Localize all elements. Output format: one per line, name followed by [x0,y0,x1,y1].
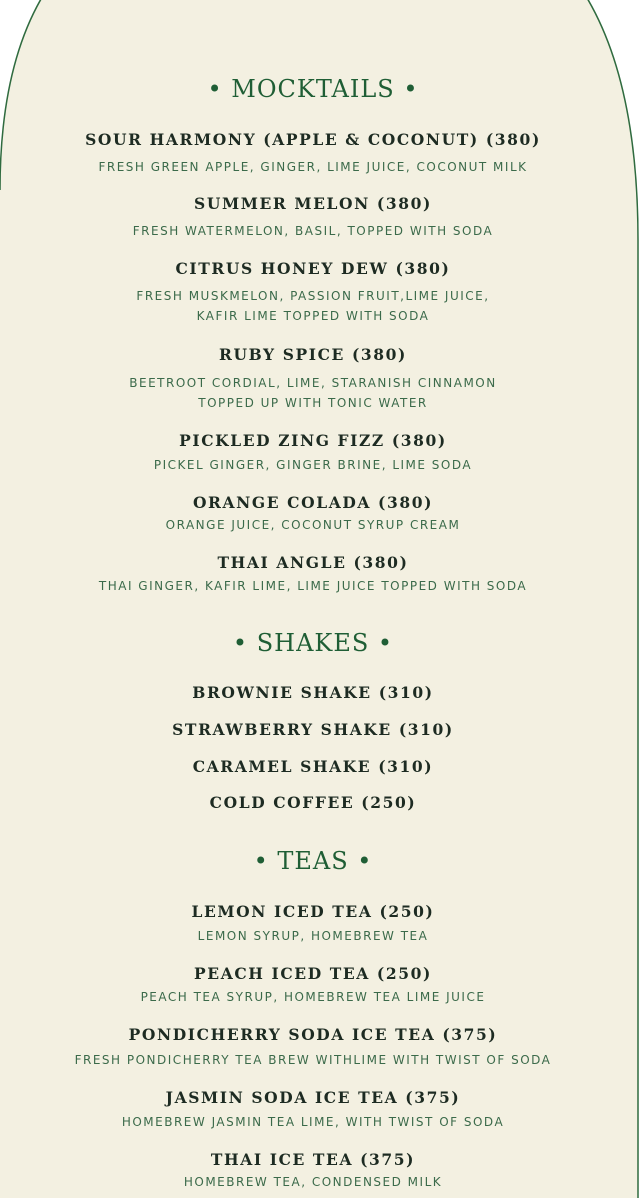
menu-item-description: LEMON SYRUP, HOMEBREW TEA [197,929,429,943]
menu-item-name: BROWNIE SHAKE (310) [192,683,434,702]
menu-item-name: THAI ANGLE (380) [217,553,409,572]
menu-item-name: PICKLED ZING FIZZ (380) [179,431,447,450]
menu-item-name: SOUR HARMONY (APPLE & COCONUT) (380) [85,130,541,149]
menu-item-name: RUBY SPICE (380) [219,345,407,364]
menu-item-description: BEETROOT CORDIAL, LIME, STARANISH CINNAMON [129,376,497,390]
menu-item-name: CITRUS HONEY DEW (380) [175,259,451,278]
menu-item-description: PICKEL GINGER, GINGER BRINE, LIME SODA [153,458,473,472]
menu-item-description: HOMEBREW JASMIN TEA LIME, WITH TWIST OF SODA [121,1115,505,1129]
menu-item-description: KAFIR LIME TOPPED WITH SODA [196,309,430,323]
menu-item-name: PEACH ICED TEA (250) [194,964,432,983]
menu-item-name: ORANGE COLADA (380) [192,493,434,512]
shakes-heading: • SHAKES • [232,629,394,657]
menu-item-name: JASMIN SODA ICE TEA (375) [165,1088,461,1107]
menu-item-description: FRESH PONDICHERRY TEA BREW WITHLIME WITH TWIST OF SODA [74,1053,552,1067]
menu-item-description: THAI GINGER, KAFIR LIME, LIME JUICE TOPPED WITH SODA [98,579,528,593]
menu-item-name: COLD COFFEE (250) [209,793,417,812]
menu-item-description: FRESH MUSKMELON, PASSION FRUIT,LIME JUICE, [136,289,490,303]
menu-item-description: ORANGE JUICE, COCONUT SYRUP CREAM [165,518,461,532]
menu-item-name: LEMON ICED TEA (250) [191,902,435,921]
menu-item-description: HOMEBREW TEA, CONDENSED MILK [183,1175,443,1189]
menu-item-description: FRESH WATERMELON, BASIL, TOPPED WITH SODA [132,224,494,238]
menu-item-description: PEACH TEA SYRUP, HOMEBREW TEA LIME JUICE [140,990,486,1004]
menu-item-name: CARAMEL SHAKE (310) [192,757,434,776]
menu-item-name: SUMMER MELON (380) [194,194,432,213]
menu-item-description: FRESH GREEN APPLE, GINGER, LIME JUICE, COCONUT MILK [98,160,528,174]
menu-item-name: THAI ICE TEA (375) [210,1150,416,1169]
teas-heading: • TEAS • [253,847,373,875]
menu-item-description: TOPPED UP WITH TONIC WATER [198,396,428,410]
mocktails-heading: • MOCKTAILS • [207,75,419,103]
menu-item-name: PONDICHERRY SODA ICE TEA (375) [128,1025,498,1044]
menu-item-name: STRAWBERRY SHAKE (310) [172,720,454,739]
